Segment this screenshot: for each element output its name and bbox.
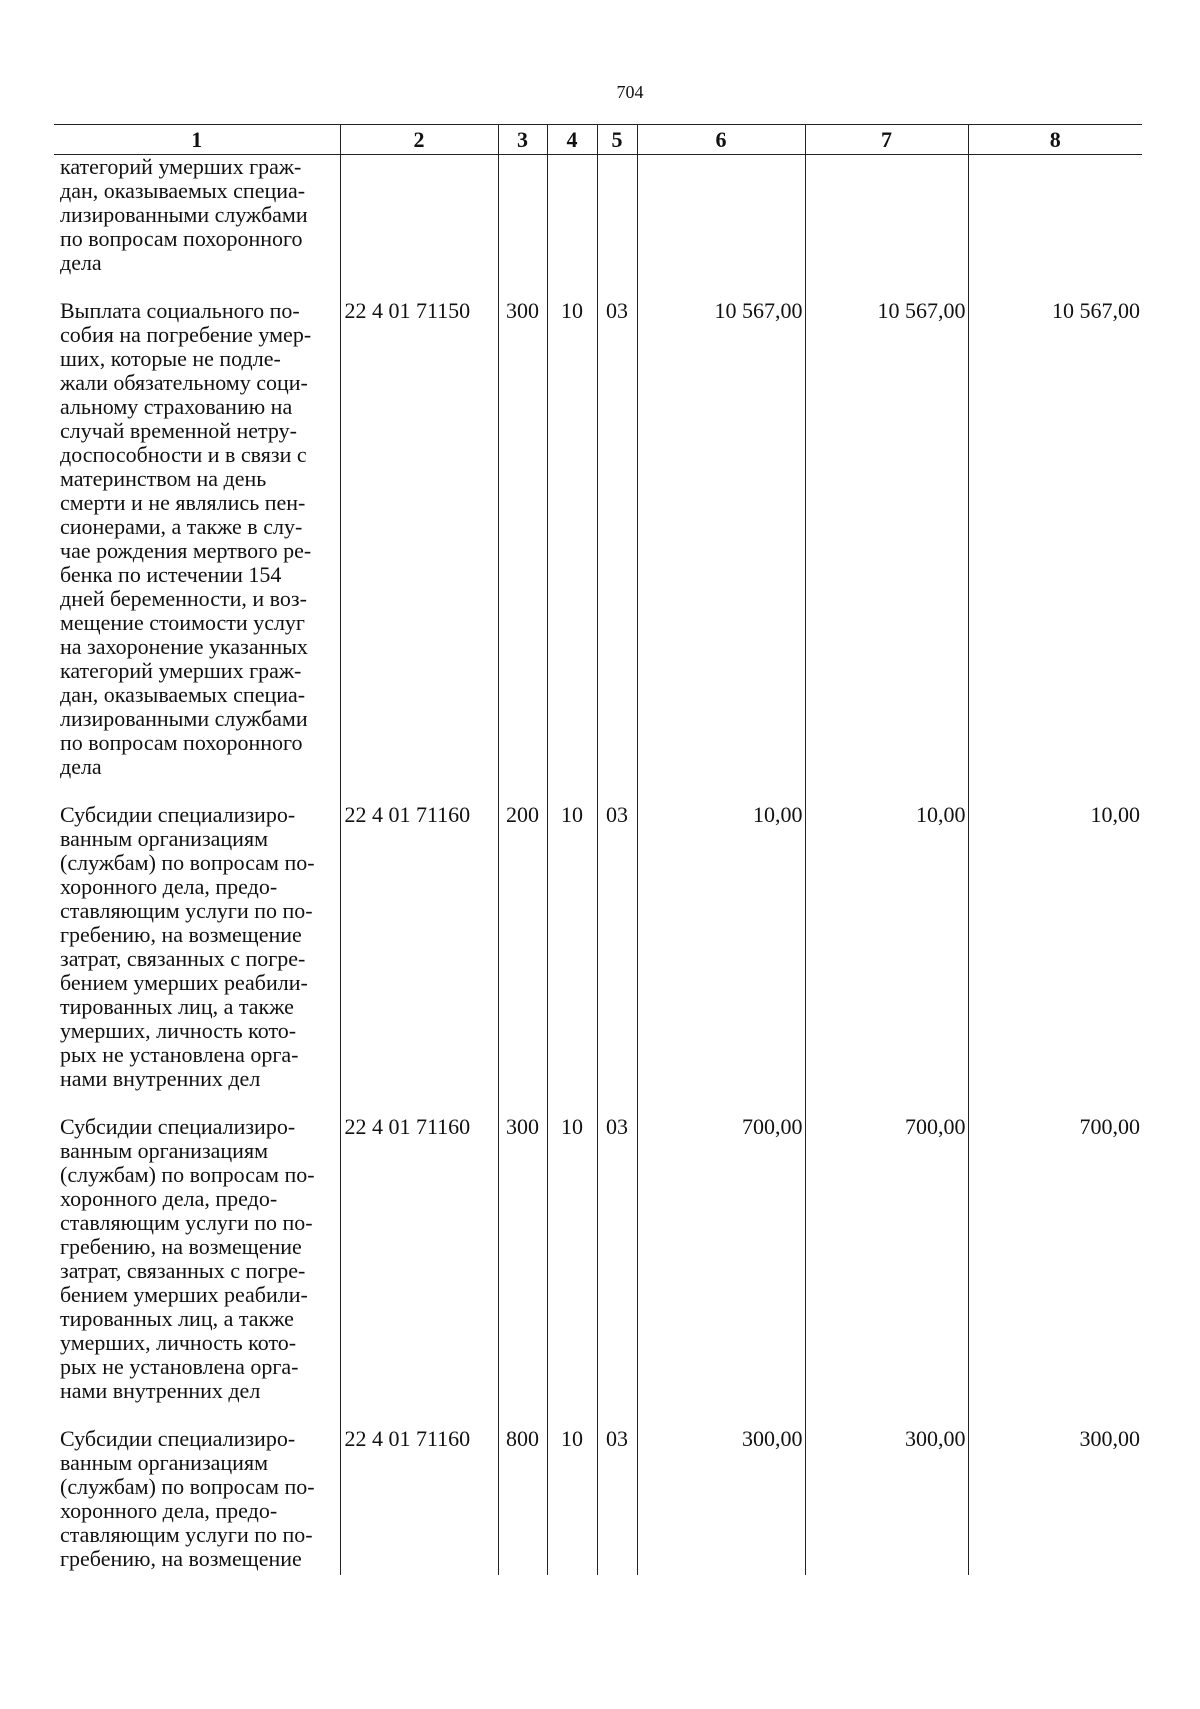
budget-table-container: [54, 124, 1142, 1575]
description-line: категорий умерших граж-: [60, 154, 302, 179]
description-line: гребению, на возмещение: [60, 1234, 302, 1259]
subsection-cell: [597, 155, 637, 300]
description-line: по вопросам похоронного: [60, 226, 303, 251]
row-description: [54, 1115, 340, 1427]
amount-year-3-cell: 700,00: [968, 1115, 1142, 1427]
amount-year-1-cell: 10 567,00: [637, 299, 805, 803]
description-line: ванным организациям: [60, 1138, 268, 1163]
table-row: [54, 1427, 1142, 1575]
description-line: хоронного дела, предо-: [60, 874, 278, 899]
amount-year-2-cell: [805, 155, 968, 300]
column-header-6: 6: [637, 125, 805, 155]
subsection-cell: 03: [597, 1427, 637, 1575]
description-line: сионерами, а также в слу-: [60, 514, 303, 539]
subsection-cell: 03: [597, 803, 637, 1115]
classification-code-cell: [340, 155, 498, 300]
description-line: бенка по истечении 154: [60, 562, 282, 587]
classification-code-cell: 22 4 01 71160: [340, 1115, 498, 1427]
subsection-cell: 03: [597, 1115, 637, 1427]
section-cell: [547, 155, 597, 300]
description-line: умерших, личность кото-: [60, 1330, 297, 1355]
description-line: ставляющим услуги по по-: [60, 1522, 313, 1547]
amount-year-1-cell: 300,00: [637, 1427, 805, 1575]
description-line: категорий умерших граж-: [60, 658, 302, 683]
description-line: лизированными службами: [60, 706, 308, 731]
description-line: хоронного дела, предо-: [60, 1498, 278, 1523]
table-row: [54, 155, 1142, 300]
description-line: чае рождения мертвого ре-: [60, 538, 312, 563]
description-line: затрат, связанных с погре-: [60, 946, 306, 971]
amount-year-3-cell: [968, 155, 1142, 300]
table-body: [54, 155, 1142, 1576]
expense-type-cell: 300: [498, 1115, 547, 1427]
description-line: ванным организациям: [60, 826, 268, 851]
description-line: дела: [60, 250, 102, 275]
budget-table: [54, 124, 1142, 1575]
row-description: [54, 803, 340, 1115]
expense-type-cell: 300: [498, 299, 547, 803]
description-line: дан, оказываемых специа-: [60, 178, 306, 203]
description-line: смерти и не являлись пен-: [60, 490, 306, 515]
description-line: лизированными службами: [60, 202, 308, 227]
description-line: Субсидии специализиро-: [60, 802, 296, 827]
description-line: доспособности и в связи с: [60, 442, 307, 467]
row-description: [54, 1427, 340, 1575]
row-description: [54, 155, 340, 300]
description-line: бением умерших реабили-: [60, 970, 308, 995]
amount-year-3-cell: 300,00: [968, 1427, 1142, 1575]
description-line: гребению, на возмещение: [60, 922, 302, 947]
description-line: на захоронение указанных: [60, 634, 308, 659]
column-header-1: 1: [54, 125, 340, 155]
description-line: гребению, на возмещение: [60, 1546, 302, 1571]
description-line: дела: [60, 754, 102, 779]
classification-code-cell: 22 4 01 71160: [340, 1427, 498, 1575]
table-row: [54, 299, 1142, 803]
column-header-2: 2: [340, 125, 498, 155]
description-line: Субсидии специализиро-: [60, 1114, 296, 1139]
amount-year-1-cell: [637, 155, 805, 300]
description-line: затрат, связанных с погре-: [60, 1258, 306, 1283]
description-line: нами внутренних дел: [60, 1378, 261, 1403]
column-header-7: 7: [805, 125, 968, 155]
amount-year-2-cell: 10,00: [805, 803, 968, 1115]
description-line: рых не установлена орга-: [60, 1042, 299, 1067]
subsection-cell: 03: [597, 299, 637, 803]
amount-year-3-cell: 10,00: [968, 803, 1142, 1115]
column-header-5: 5: [597, 125, 637, 155]
page-number: 704: [616, 82, 644, 102]
description-line: ванным организациям: [60, 1450, 268, 1475]
description-line: рых не установлена орга-: [60, 1354, 299, 1379]
description-line: случай временной нетру-: [60, 418, 297, 443]
description-line: ставляющим услуги по по-: [60, 1210, 313, 1235]
amount-year-2-cell: 300,00: [805, 1427, 968, 1575]
section-cell: 10: [547, 299, 597, 803]
section-cell: 10: [547, 1427, 597, 1575]
description-line: (службам) по вопросам по-: [60, 1162, 315, 1187]
section-cell: 10: [547, 1115, 597, 1427]
description-line: мещение стоимости услуг: [60, 610, 305, 635]
description-line: альному страхованию на: [60, 394, 293, 419]
amount-year-1-cell: 10,00: [637, 803, 805, 1115]
classification-code-cell: 22 4 01 71160: [340, 803, 498, 1115]
description-line: собия на погребение умер-: [60, 322, 312, 347]
description-line: тированных лиц, а также: [60, 994, 294, 1019]
description-line: жали обязательному соци-: [60, 370, 308, 395]
description-line: ших, которые не подле-: [60, 346, 281, 371]
amount-year-3-cell: 10 567,00: [968, 299, 1142, 803]
amount-year-1-cell: 700,00: [637, 1115, 805, 1427]
section-cell: 10: [547, 803, 597, 1115]
description-line: дней беременности, и воз-: [60, 586, 307, 611]
description-line: хоронного дела, предо-: [60, 1186, 278, 1211]
row-description: [54, 299, 340, 803]
description-line: нами внутренних дел: [60, 1066, 261, 1091]
description-line: (службам) по вопросам по-: [60, 1474, 315, 1499]
expense-type-cell: 200: [498, 803, 547, 1115]
column-header-8: 8: [968, 125, 1142, 155]
description-line: (службам) по вопросам по-: [60, 850, 315, 875]
expense-type-cell: 800: [498, 1427, 547, 1575]
table-row: [54, 1115, 1142, 1427]
column-header-3: 3: [498, 125, 547, 155]
description-line: умерших, личность кото-: [60, 1018, 297, 1043]
amount-year-2-cell: 10 567,00: [805, 299, 968, 803]
description-line: материнством на день: [60, 466, 267, 491]
amount-year-2-cell: 700,00: [805, 1115, 968, 1427]
description-line: бением умерших реабили-: [60, 1282, 308, 1307]
description-line: по вопросам похоронного: [60, 730, 303, 755]
description-line: ставляющим услуги по по-: [60, 898, 313, 923]
expense-type-cell: [498, 155, 547, 300]
description-line: тированных лиц, а также: [60, 1306, 294, 1331]
column-header-4: 4: [547, 125, 597, 155]
description-line: Выплата социального по-: [60, 298, 300, 323]
description-line: дан, оказываемых специа-: [60, 682, 306, 707]
classification-code-cell: 22 4 01 71150: [340, 299, 498, 803]
table-row: [54, 803, 1142, 1115]
description-line: Субсидии специализиро-: [60, 1426, 296, 1451]
header-row: [54, 125, 1142, 155]
